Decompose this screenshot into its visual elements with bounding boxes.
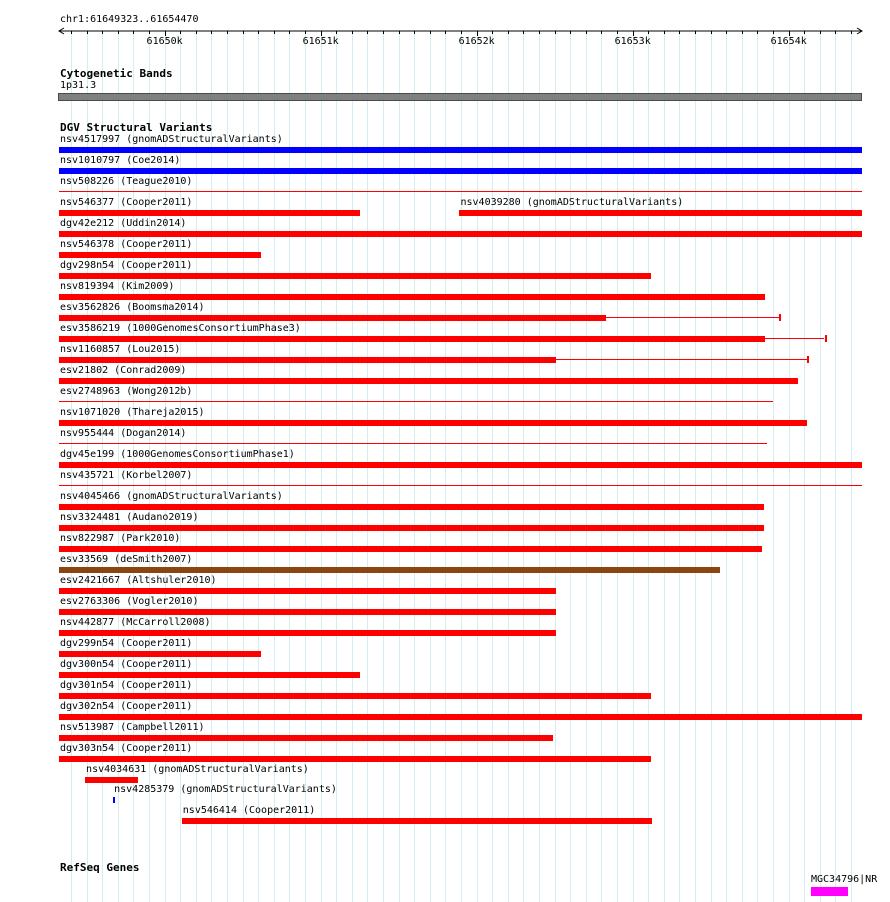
dgv-feature-bar[interactable] bbox=[59, 504, 764, 510]
track-title-cytogenetic-bands[interactable]: Cytogenetic Bands bbox=[60, 67, 173, 80]
ruler-tick-label: 61652k bbox=[458, 36, 495, 47]
dgv-feature-bar[interactable] bbox=[59, 485, 862, 486]
dgv-feature-bar[interactable] bbox=[85, 777, 138, 783]
dgv-feature-bar[interactable] bbox=[59, 630, 556, 636]
dgv-feature-whisker bbox=[765, 338, 824, 339]
track-title-dgv-structural-variants[interactable]: DGV Structural Variants bbox=[60, 121, 213, 134]
region-label: chr1:61649323..61654470 bbox=[60, 14, 199, 25]
dgv-feature-label[interactable]: nsv955444 (Dogan2014) bbox=[60, 428, 187, 439]
dgv-feature-bar[interactable] bbox=[59, 210, 360, 216]
dgv-feature-label[interactable]: esv21802 (Conrad2009) bbox=[60, 365, 187, 376]
dgv-feature-bar[interactable] bbox=[59, 231, 862, 237]
dgv-feature-bar[interactable] bbox=[59, 357, 556, 363]
dgv-feature-label[interactable]: nsv3324481 (Audano2019) bbox=[60, 512, 199, 523]
dgv-feature-label[interactable]: esv2748963 (Wong2012b) bbox=[60, 386, 193, 397]
dgv-feature-label[interactable]: dgv300n54 (Cooper2011) bbox=[60, 659, 193, 670]
scale-ruler[interactable] bbox=[0, 20, 890, 70]
dgv-feature-bar[interactable] bbox=[59, 191, 862, 192]
dgv-feature-label[interactable]: nsv1071020 (Thareja2015) bbox=[60, 407, 205, 418]
dgv-feature-bar[interactable] bbox=[59, 378, 798, 384]
dgv-feature-bar[interactable] bbox=[59, 567, 720, 573]
dgv-feature-label[interactable]: nsv546377 (Cooper2011) bbox=[60, 197, 193, 208]
dgv-feature-bar[interactable] bbox=[59, 462, 862, 468]
ruler-tick-label: 61651k bbox=[302, 36, 339, 47]
dgv-feature-bar[interactable] bbox=[459, 210, 862, 216]
dgv-feature-bar[interactable] bbox=[59, 756, 651, 762]
dgv-feature-whisker-cap bbox=[807, 356, 809, 363]
dgv-feature-label[interactable]: nsv1160857 (Lou2015) bbox=[60, 344, 181, 355]
dgv-feature-whisker-cap bbox=[825, 335, 827, 342]
dgv-feature-whisker bbox=[556, 359, 807, 360]
dgv-feature-bar[interactable] bbox=[59, 315, 606, 321]
dgv-feature-label[interactable]: nsv4517997 (gnomADStructuralVariants) bbox=[60, 134, 283, 145]
dgv-feature-label[interactable]: esv33569 (deSmith2007) bbox=[60, 554, 193, 565]
dgv-feature-label[interactable]: nsv442877 (McCarroll2008) bbox=[60, 617, 211, 628]
dgv-feature-label[interactable]: dgv45e199 (1000GenomesConsortiumPhase1) bbox=[60, 449, 295, 460]
dgv-feature-bar[interactable] bbox=[59, 168, 862, 174]
refseq-gene-bar[interactable] bbox=[811, 887, 848, 896]
dgv-feature-bar[interactable] bbox=[59, 525, 764, 531]
dgv-feature-bar[interactable] bbox=[59, 273, 651, 279]
dgv-feature-label[interactable]: dgv303n54 (Cooper2011) bbox=[60, 743, 193, 754]
dgv-feature-label[interactable]: nsv4045466 (gnomADStructuralVariants) bbox=[60, 491, 283, 502]
dgv-feature-label[interactable]: esv2763306 (Vogler2010) bbox=[60, 596, 199, 607]
dgv-feature-label[interactable]: nsv1010797 (Coe2014) bbox=[60, 155, 181, 166]
dgv-feature-bar[interactable] bbox=[59, 735, 553, 741]
dgv-feature-label[interactable]: esv3562826 (Boomsma2014) bbox=[60, 302, 205, 313]
dgv-feature-whisker-cap bbox=[779, 314, 781, 321]
dgv-feature-bar[interactable] bbox=[59, 401, 773, 402]
dgv-feature-label[interactable]: esv2421667 (Altshuler2010) bbox=[60, 575, 217, 586]
dgv-feature-bar[interactable] bbox=[59, 672, 360, 678]
ruler-tick-label: 61653k bbox=[614, 36, 651, 47]
dgv-feature-bar[interactable] bbox=[59, 147, 862, 153]
dgv-feature-label[interactable]: dgv301n54 (Cooper2011) bbox=[60, 680, 193, 691]
dgv-feature-label[interactable]: nsv435721 (Korbel2007) bbox=[60, 470, 193, 481]
dgv-feature-label[interactable]: nsv546414 (Cooper2011) bbox=[182, 805, 316, 816]
dgv-feature-bar[interactable] bbox=[59, 588, 556, 594]
dgv-feature-bar[interactable] bbox=[59, 252, 261, 258]
dgv-feature-label[interactable]: nsv4285379 (gnomADStructuralVariants) bbox=[114, 784, 337, 795]
dgv-feature-label[interactable]: esv3586219 (1000GenomesConsortiumPhase3) bbox=[60, 323, 301, 334]
ruler-tick-label: 61654k bbox=[770, 36, 807, 47]
dgv-feature-label[interactable]: dgv42e212 (Uddin2014) bbox=[60, 218, 187, 229]
track-title-refseq-genes[interactable]: RefSeq Genes bbox=[60, 861, 140, 874]
dgv-feature-bar[interactable] bbox=[59, 609, 556, 615]
dgv-feature-label[interactable]: nsv513987 (Campbell2011) bbox=[60, 722, 205, 733]
dgv-feature-label[interactable]: nsv822987 (Park2010) bbox=[60, 533, 181, 544]
dgv-feature-whisker bbox=[606, 317, 779, 318]
dgv-feature-bar[interactable] bbox=[59, 294, 765, 300]
dgv-feature-bar[interactable] bbox=[113, 797, 115, 803]
dgv-feature-label[interactable]: dgv298n54 (Cooper2011) bbox=[60, 260, 193, 271]
refseq-gene-label[interactable]: MGC34796|NR bbox=[811, 874, 878, 885]
dgv-feature-bar[interactable] bbox=[59, 420, 807, 426]
dgv-feature-bar[interactable] bbox=[59, 443, 767, 444]
dgv-feature-bar[interactable] bbox=[59, 336, 765, 342]
ruler-tick-label: 61650k bbox=[146, 36, 183, 47]
dgv-feature-label[interactable]: nsv546378 (Cooper2011) bbox=[60, 239, 193, 250]
cytoband-label: 1p31.3 bbox=[60, 80, 97, 91]
dgv-feature-label[interactable]: nsv819394 (Kim2009) bbox=[60, 281, 175, 292]
dgv-feature-label[interactable]: nsv4039280 (gnomADStructuralVariants) bbox=[460, 197, 684, 208]
cytoband-bar[interactable] bbox=[58, 93, 862, 101]
dgv-feature-bar[interactable] bbox=[59, 693, 651, 699]
dgv-feature-label[interactable]: nsv508226 (Teague2010) bbox=[60, 176, 193, 187]
dgv-feature-bar[interactable] bbox=[182, 818, 652, 824]
dgv-feature-label[interactable]: nsv4034631 (gnomADStructuralVariants) bbox=[86, 764, 309, 775]
dgv-feature-label[interactable]: dgv299n54 (Cooper2011) bbox=[60, 638, 193, 649]
dgv-feature-label[interactable]: dgv302n54 (Cooper2011) bbox=[60, 701, 193, 712]
dgv-feature-bar[interactable] bbox=[59, 546, 762, 552]
dgv-feature-bar[interactable] bbox=[59, 714, 862, 720]
dgv-feature-bar[interactable] bbox=[59, 651, 261, 657]
